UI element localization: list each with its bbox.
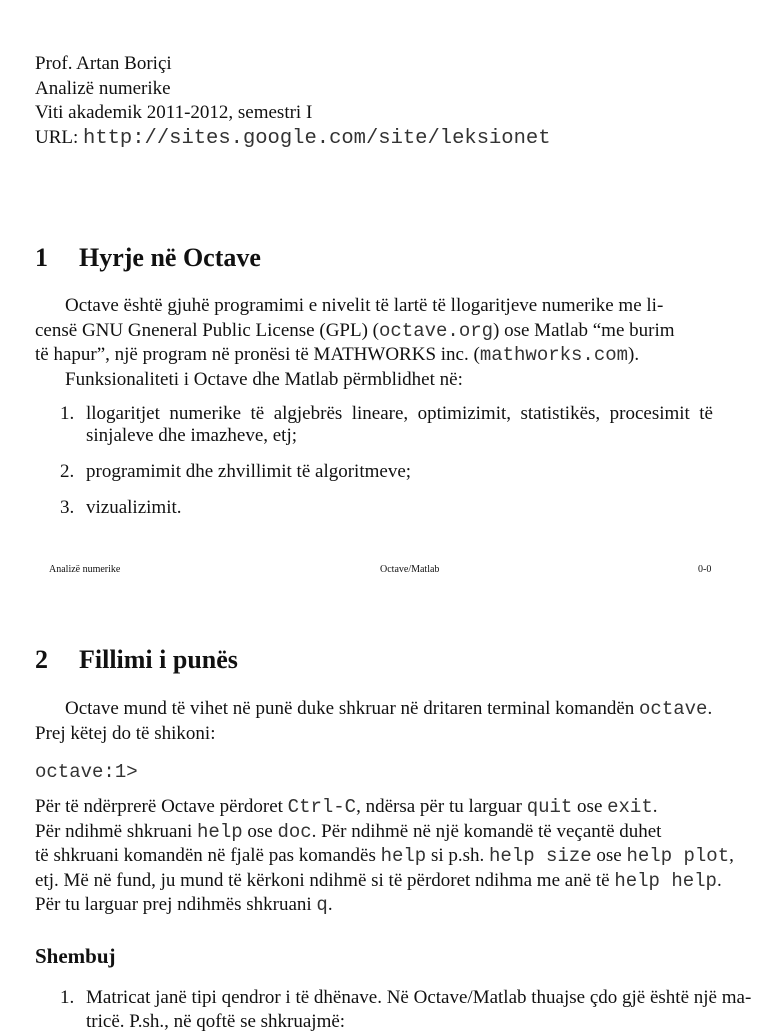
- section-1-intro: [35, 294, 714, 392]
- intro-line-4: Funksionaliteti i Octave dhe Matlab përmblidhet në:: [65, 368, 463, 390]
- list-item: 2. programimit dhe zhvillimit të algoritmeve;: [60, 461, 412, 482]
- help-size-command: help size: [489, 845, 592, 867]
- doc-command: doc: [277, 820, 312, 843]
- list-item: 3. vizualizimit.: [60, 497, 182, 518]
- mathworks-link[interactable]: mathworks.com: [479, 344, 629, 366]
- octave-org-link[interactable]: octave.org: [379, 319, 494, 342]
- section-2-number: 2: [35, 645, 48, 674]
- document-header: [35, 52, 551, 151]
- ctrl-c-command: Ctrl-C: [287, 796, 357, 818]
- intro-line-1: Octave është gjuhë programimi e nivelit të lartë të llogaritjeve numerike me li-: [65, 295, 664, 316]
- examples-heading: Shembuj: [35, 944, 116, 968]
- footer-right: 0-0: [698, 564, 712, 575]
- quit-command: quit: [526, 796, 573, 818]
- footer-center: Octave/Matlab: [380, 564, 440, 575]
- year-line: Viti akademik 2011-2012, semestri I: [35, 102, 313, 123]
- exit-command: exit: [607, 796, 653, 818]
- example-number: 1.: [60, 987, 75, 1008]
- help-help-command: help help: [614, 869, 717, 892]
- help-command: help: [380, 845, 427, 867]
- section-1-heading: [35, 243, 261, 273]
- features-list: [35, 403, 713, 519]
- section-2-heading: [35, 645, 238, 675]
- q-command: q: [316, 894, 328, 916]
- octave-command: octave: [639, 698, 708, 720]
- example-item-1: 1. Matricat janë tipi qendror i të dhënave. Në Octave/Matlab thuajse çdo gjë është një ma- tricë. P.sh., në qoftë se shkruajmë:: [60, 987, 752, 1032]
- course-line: Analizë numerike: [35, 77, 171, 99]
- list-item: 1. llogaritjet numerike të algjebrës lineare, optimizimit, statistikës, procesimit të sinjaleve dhe imazheve, etj;: [60, 403, 713, 446]
- intro-line-3: të hapur”, një program në pronësi të MATHWORKS inc. (mathworks.com).: [35, 344, 640, 366]
- url-label: URL:: [35, 126, 79, 148]
- section-2-help-paragraph: Për të ndërprerë Octave përdoret Ctrl-C, ndërsa për tu larguar quit ose exit. Për ndihmë shkruani help ose doc. Për ndihmë në një komandë të veçantë duhet të shkruani komandën në fjalë pas komandës help si p.sh. help size ose help plot, etj. Më në fund, ju mund të kërkoni ndihmë si të përdoret ndihma me anë të help help. Për tu larguar prej ndihmës shkruani q.: [35, 796, 734, 916]
- section-1-number: 1: [35, 243, 48, 272]
- intro-line-2: censë GNU Gneneral Public License (GPL) (octave.org) ose Matlab “me burim: [35, 319, 675, 342]
- author-line: Prof. Artan Boriçi: [35, 53, 172, 74]
- section-2-title: Fillimi i punës: [79, 645, 238, 674]
- octave-prompt: octave:1>: [35, 761, 138, 783]
- section-1-title: Hyrje në Octave: [79, 243, 261, 272]
- help-command: help: [197, 820, 243, 843]
- footer-left: Analizë numerike: [49, 564, 121, 575]
- help-plot-command: help plot: [626, 845, 730, 867]
- url-line: [35, 126, 551, 152]
- url-link[interactable]: http://sites.google.com/site/leksionet: [83, 126, 551, 150]
- section-2-intro: Octave mund të vihet në punë duke shkruar në dritaren terminal komandën octave. Prej këtej do të shikoni:: [35, 698, 713, 744]
